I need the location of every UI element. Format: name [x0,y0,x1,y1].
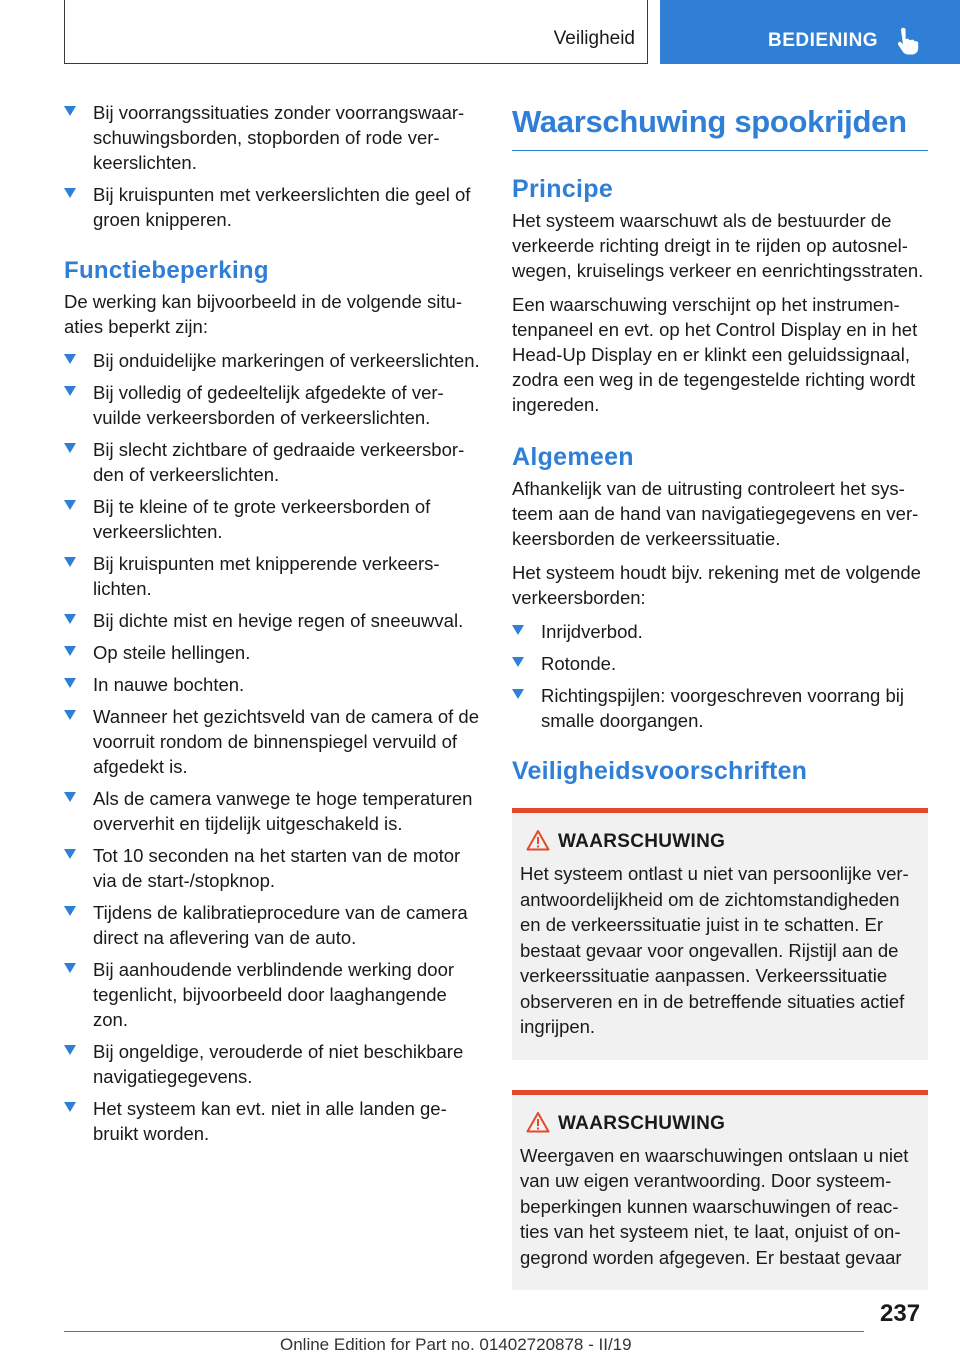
warning-triangle-icon [526,1111,550,1133]
chapter-title: Waarschuwing spookrijden [512,104,928,151]
section-title: Veiligheid [553,28,635,49]
warning-header [520,1111,920,1141]
list-item-text: Op steile hellingen. [93,642,251,663]
page-number: 237 [880,1300,921,1327]
warning-box [512,1090,928,1291]
list-item [64,704,480,779]
warning-title: WAARSCHUWING [558,1112,726,1134]
warning-text: Weergaven en waarschuwingen ontslaan u niet van uw eigen verantwoording. Door systeembeperkingen kunnen waarschuwingen of reacties van het systeem niet, te laat, onjuist of ongegrond worden afgegeven. Er bestaat gevaar [520,1144,909,1268]
list-item-text: Bij ongeldige, verouderde of niet beschikbare navigatiegegevens. [93,1041,464,1087]
list-item [64,380,480,430]
list-item [64,957,480,1032]
list-item [64,437,480,487]
triangle-bullet-icon [512,689,524,699]
list-item [64,348,480,373]
list-item-text: Bij slecht zichtbare of gedraaide verkeersborden of verkeerslichten. [93,439,465,485]
list-item-text: Als de camera vanwege te hoge temperaturen oververhit en tijdelijk uitgeschakeld is. [93,788,473,834]
triangle-bullet-icon [64,106,76,116]
triangle-bullet-icon [64,646,76,656]
paragraph: Een waarschuwing verschijnt op het instrumentenpaneel en evt. op het Control Display en in het Head-Up Display en er klinkt een geluidssignaal, zodra een weg in de tegengestelde richting wordt ingereden. [512,294,918,415]
triangle-bullet-icon [64,188,76,198]
list-item [64,672,480,697]
triangle-bullet-icon [64,963,76,973]
list-item-text: Wanneer het gezichtsveld van de camera of de voorruit rondom de binnenspiegel vervuild of afgedekt is. [93,706,479,777]
list-item [512,651,928,676]
list-item-text: Richtingspijlen: voorgeschreven voorrang bij smalle doorgangen. [541,685,904,731]
triangle-bullet-icon [64,792,76,802]
section-heading-safety: Veiligheidsvoorschriften [512,757,808,785]
list-item-text: Bij dichte mist en hevige regen of sneeuwval. [93,610,464,631]
triangle-bullet-icon [64,354,76,364]
triangle-bullet-icon [64,906,76,916]
list-item [512,683,928,733]
paragraph: Het systeem waarschuwt als de bestuurder de verkeerde richting dreigt in te rijden op autosnelwegen, kruiselings verkeer en eenrichtingsstraten. [512,210,924,281]
chapter-tab[interactable] [660,0,960,64]
list-item-text: In nauwe bochten. [93,674,245,695]
warning-box [512,808,928,1060]
triangle-bullet-icon [64,443,76,453]
list-item-text: Het systeem kan evt. niet in alle landen gebruikt worden. [93,1098,447,1144]
list-item [64,100,480,175]
list-item [64,1039,480,1089]
warning-header [520,829,920,859]
triangle-bullet-icon [64,1045,76,1055]
warning-text: Het systeem ontlast u niet van persoonlijke verantwoordelijkheid om de zichtomstandigheden en de verkeerssituatie juist in te schatten. Er bestaat gevaar voor ongevallen. Rijstijl aan de verkeerssituatie aanpassen. Verkeerssituatie observeren en in de betreffende situaties actief ingrijpen. [520,863,909,1037]
section-heading-algemeen: Algemeen [512,443,634,471]
list-item [64,494,480,544]
triangle-bullet-icon [512,657,524,667]
warning-triangle-icon [526,829,550,851]
list-item-text: Tijdens de kalibratieprocedure van de camera direct na aflevering van de auto. [93,902,468,948]
left-column [64,100,480,1153]
header-section-box [64,0,648,64]
paragraph: Afhankelijk van de uitrusting controleert het systeem aan de hand van navigatiegegevens en verkeersborden de verkeerssituatie. [512,478,919,549]
triangle-bullet-icon [64,1102,76,1112]
list-item [64,786,480,836]
list-item-text: Bij voorrangssituaties zonder voorrangswaarschuwingsborden, stopborden of rode verkeerslichten. [93,102,465,173]
footer-divider [64,1331,864,1332]
triangle-bullet-icon [64,710,76,720]
triangle-bullet-icon [64,614,76,624]
list-item [64,1096,480,1146]
list-item-text: Tot 10 seconden na het starten van de motor via de start-/stopknop. [93,845,461,891]
list-item [64,608,480,633]
chapter-tab-label: BEDIENING [768,30,879,51]
list-item-text: Bij aanhoudende verblindende werking door tegenlicht, bijvoorbeeld door laaghangende zon. [93,959,455,1030]
list-item [64,843,480,893]
right-column [512,100,928,1320]
section-heading-functiebeperking: Functiebeperking [64,257,269,284]
list-item-text: Bij onduidelijke markeringen of verkeerslichten. [93,350,480,371]
section-heading-principe: Principe [512,175,614,203]
paragraph: Het systeem houdt bijv. rekening met de volgende verkeersborden: [512,562,921,608]
hand-pointer-icon [892,26,922,56]
list-item-text: Inrijdverbod. [541,621,643,642]
list-item-text: Bij kruispunten met knipperende verkeerslichten. [93,553,440,599]
list-item-text: Bij volledig of gedeeltelijk afgedekte of vervuilde verkeersborden of verkeerslichten. [93,382,444,428]
triangle-bullet-icon [64,557,76,567]
triangle-bullet-icon [64,500,76,510]
list-item-text: Rotonde. [541,653,617,674]
footer-edition: Online Edition for Part no. 01402720878 - II/19 [280,1335,632,1354]
triangle-bullet-icon [64,678,76,688]
list-item-text: Bij te kleine of te grote verkeersborden of verkeerslichten. [93,496,431,542]
paragraph: De werking kan bijvoorbeeld in de volgende situaties beperkt zijn: [64,291,462,337]
list-item [512,619,928,644]
warning-title: WAARSCHUWING [558,831,726,852]
list-item [64,551,480,601]
list-item [64,640,480,665]
triangle-bullet-icon [64,849,76,859]
list-item [64,182,480,232]
list-item [64,900,480,950]
triangle-bullet-icon [512,625,524,635]
list-item-text: Bij kruispunten met verkeerslichten die geel of groen knipperen. [93,184,471,230]
triangle-bullet-icon [64,386,76,396]
